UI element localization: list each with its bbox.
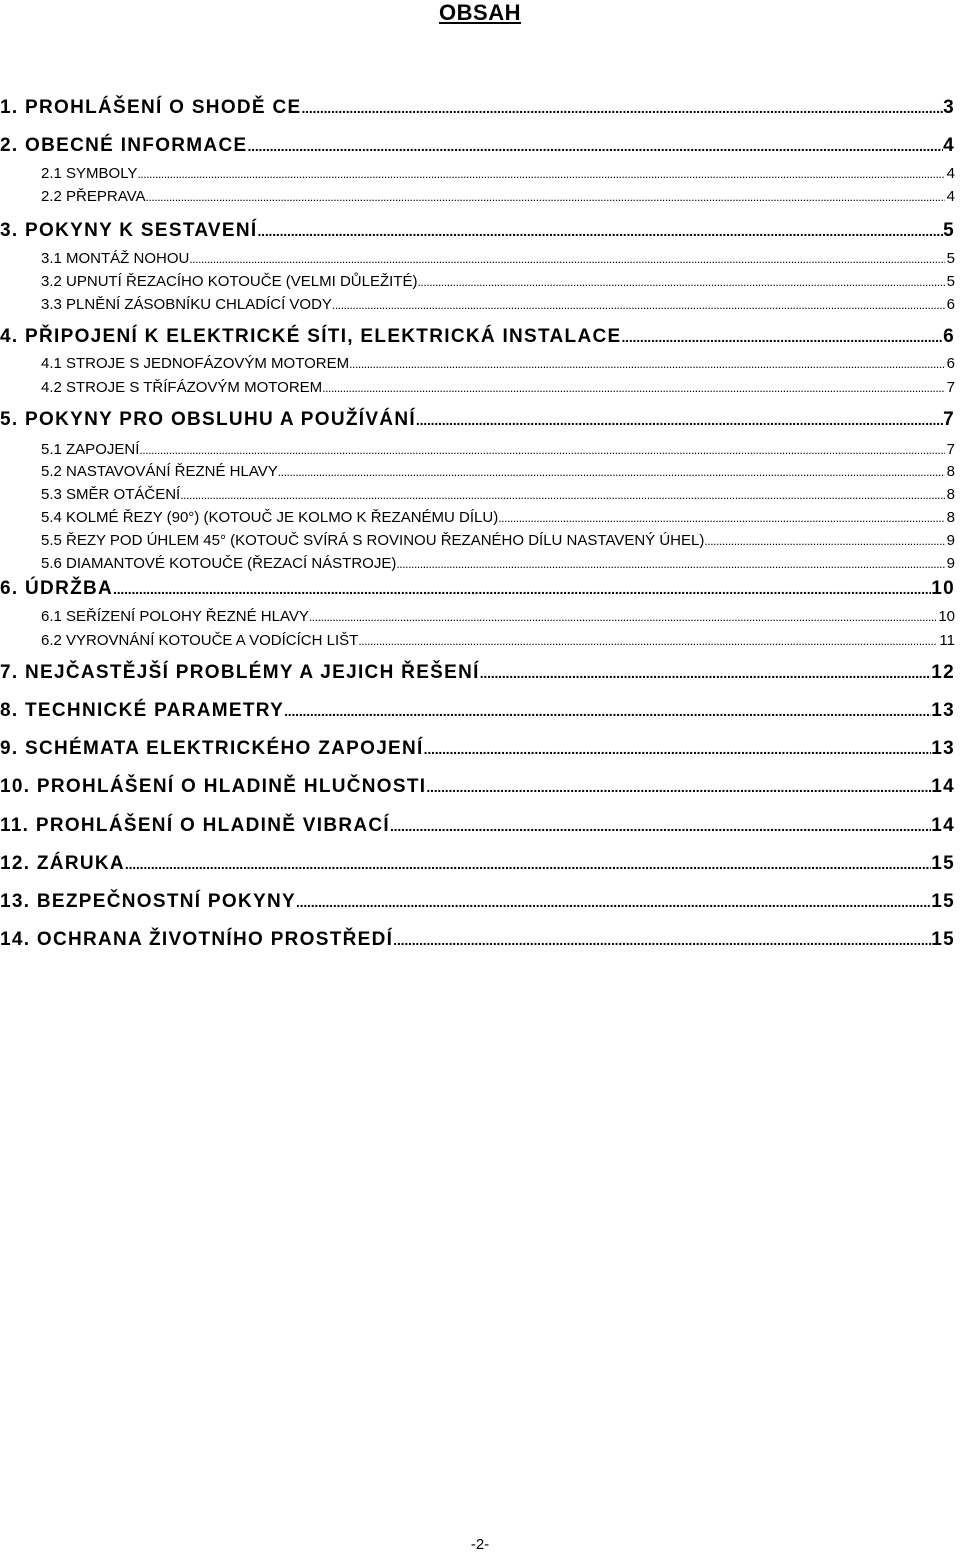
toc-chapter-entry[interactable]: [0, 326, 955, 348]
toc-entry-title: 2.2 PŘEPRAVA: [41, 188, 146, 205]
toc-chapter-entry[interactable]: [0, 220, 955, 242]
toc-dot-leader: [416, 409, 943, 431]
toc-entry-title: 8. TECHNICKÉ PARAMETRY: [0, 700, 285, 721]
toc-section-entry[interactable]: [0, 296, 955, 313]
toc-entry-title: 14. OCHRANA ŽIVOTNÍHO PROSTŘEDÍ: [0, 929, 394, 950]
toc-chapter-entry[interactable]: [0, 700, 955, 722]
toc-entry-title: 10. PROHLÁŠENÍ O HLADINĚ HLUČNOSTI: [0, 776, 427, 797]
toc-entry-page-number: 9: [946, 555, 955, 572]
toc-entry-page-number: 7: [943, 409, 955, 430]
toc-entry-title: 11. PROHLÁŠENÍ O HLADINĚ VIBRACÍ: [0, 815, 390, 836]
toc-chapter-entry[interactable]: [0, 891, 955, 913]
toc-entry-page-number: 11: [939, 632, 955, 649]
toc-entry-title: 3.1 MONTÁŽ NOHOU: [41, 250, 190, 267]
toc-section-entry[interactable]: [0, 250, 955, 267]
toc-dot-leader: [247, 135, 943, 157]
toc-chapter-entry[interactable]: [0, 135, 955, 157]
toc-entry-title: 6.2 VYROVNÁNÍ KOTOUČE A VODÍCÍCH LIŠT: [41, 632, 359, 649]
toc-entry-title: 3.2 UPNUTÍ ŘEZACÍHO KOTOUČE (VELMI DŮLEŽITÉ): [41, 273, 418, 290]
toc-section-entry[interactable]: [0, 165, 955, 182]
toc-entry-title: 6.1 SEŘÍZENÍ POLOHY ŘEZNÉ HLAVY: [41, 608, 309, 625]
toc-entry-title: 5.6 DIAMANTOVÉ KOTOUČE (ŘEZACÍ NÁSTROJE): [41, 555, 397, 572]
toc-entry-page-number: 13: [931, 700, 955, 721]
toc-chapter-entry[interactable]: [0, 776, 955, 798]
toc-entry-page-number: 10: [931, 578, 955, 599]
toc-dot-leader: [426, 776, 931, 798]
toc-dot-leader: [480, 662, 932, 684]
toc-entry-title: 5.4 KOLMÉ ŘEZY (90°) (KOTOUČ JE KOLMO K ŘEZANÉMU DÍLU): [41, 509, 499, 526]
toc-dot-leader: [139, 441, 944, 458]
toc-dot-leader: [393, 929, 931, 951]
toc-entry-page-number: 9: [946, 532, 955, 549]
toc-section-entry[interactable]: [0, 273, 955, 290]
toc-dot-leader: [349, 355, 945, 372]
toc-dot-leader: [417, 273, 944, 290]
toc-entry-page-number: 15: [931, 853, 955, 874]
toc-entry-page-number: 15: [931, 929, 955, 950]
toc-entry-page-number: 6: [943, 326, 955, 347]
toc-dot-leader: [498, 509, 944, 526]
toc-dot-leader: [621, 326, 943, 348]
toc-entry-title: 4.2 STROJE S TŘÍFÁZOVÝM MOTOREM: [41, 379, 323, 396]
toc-dot-leader: [396, 555, 944, 572]
toc-entry-page-number: 5: [946, 250, 955, 267]
toc-section-entry[interactable]: [0, 509, 955, 526]
toc-entry-title: 5.2 NASTAVOVÁNÍ ŘEZNÉ HLAVY: [41, 463, 278, 480]
toc-section-entry[interactable]: [0, 532, 955, 549]
toc-dot-leader: [358, 632, 937, 649]
page-number: -2-: [470, 1536, 490, 1553]
toc-chapter-entry[interactable]: [0, 815, 955, 837]
toc-chapter-entry[interactable]: [0, 409, 955, 431]
toc-section-entry[interactable]: [0, 555, 955, 572]
toc-entry-title: 5.3 SMĚR OTÁČENÍ: [41, 486, 181, 503]
toc-entry-page-number: 4: [943, 135, 955, 156]
toc-entry-title: 3. POKYNY K SESTAVENÍ: [0, 220, 258, 241]
toc-dot-leader: [309, 608, 936, 625]
toc-dot-leader: [301, 97, 943, 119]
toc-entry-title: 5.5 ŘEZY POD ÚHLEM 45° (KOTOUČ SVÍRÁ S ROVINOU ŘEZANÉHO DÍLU NASTAVENÝ ÚHEL): [41, 532, 705, 549]
toc-chapter-entry[interactable]: [0, 738, 955, 760]
toc-chapter-entry[interactable]: [0, 662, 955, 684]
toc-entry-title: 1. PROHLÁŠENÍ O SHODĚ CE: [0, 97, 302, 118]
toc-entry-page-number: 6: [946, 355, 955, 372]
toc-dot-leader: [125, 853, 931, 875]
toc-entry-title: 4. PŘIPOJENÍ K ELEKTRICKÉ SÍTI, ELEKTRICKÁ INSTALACE: [0, 326, 622, 347]
toc-dot-leader: [424, 738, 932, 760]
toc-entry-title: 6. ÚDRŽBA: [0, 578, 114, 599]
toc-chapter-entry[interactable]: [0, 929, 955, 951]
toc-entry-title: 2.1 SYMBOLY: [41, 165, 138, 182]
toc-entry-title: 9. SCHÉMATA ELEKTRICKÉHO ZAPOJENÍ: [0, 738, 424, 759]
toc-entry-title: 3.3 PLNĚNÍ ZÁSOBNÍKU CHLADÍCÍ VODY: [41, 296, 332, 313]
toc-entry-page-number: 4: [946, 165, 955, 182]
toc-entry-page-number: 5: [943, 220, 955, 241]
toc-entry-title: 12. ZÁRUKA: [0, 853, 125, 874]
toc-section-entry[interactable]: [0, 632, 955, 649]
toc-entry-title: 2. OBECNÉ INFORMACE: [0, 135, 248, 156]
toc-entry-page-number: 7: [946, 379, 955, 396]
toc-entry-page-number: 12: [931, 662, 955, 683]
toc-entry-title: 4.1 STROJE S JEDNOFÁZOVÝM MOTOREM: [41, 355, 350, 372]
toc-entry-title: 13. BEZPEČNOSTNÍ POKYNY: [0, 891, 296, 912]
toc-dot-leader: [284, 700, 931, 722]
toc-entry-page-number: 8: [946, 486, 955, 503]
toc-entry-page-number: 13: [931, 738, 955, 759]
toc-dot-leader: [137, 165, 944, 182]
toc-dot-leader: [257, 220, 943, 242]
toc-dot-leader: [390, 815, 931, 837]
toc-dot-leader: [296, 891, 931, 913]
toc-section-entry[interactable]: [0, 608, 955, 625]
toc-entry-title: 7. NEJČASTĚJŠÍ PROBLÉMY A JEJICH ŘEŠENÍ: [0, 662, 480, 683]
toc-entry-page-number: 14: [931, 815, 955, 836]
toc-entry-page-number: 8: [946, 509, 955, 526]
toc-entry-page-number: 8: [946, 463, 955, 480]
toc-section-entry[interactable]: [0, 463, 955, 480]
toc-entry-page-number: 7: [946, 441, 955, 458]
toc-chapter-entry[interactable]: [0, 578, 955, 600]
toc-section-entry[interactable]: [0, 188, 955, 205]
toc-dot-leader: [332, 296, 945, 313]
toc-dot-leader: [704, 532, 944, 549]
toc-chapter-entry[interactable]: [0, 97, 955, 119]
toc-dot-leader: [180, 486, 944, 503]
toc-dot-leader: [322, 379, 945, 396]
toc-chapter-entry[interactable]: [0, 853, 955, 875]
toc-section-entry[interactable]: [0, 355, 955, 372]
toc-section-entry[interactable]: [0, 486, 955, 503]
page-title: OBSAH: [439, 0, 521, 25]
toc-dot-leader: [146, 188, 945, 205]
toc-entry-title: 5.1 ZAPOJENÍ: [41, 441, 140, 458]
toc-entry-page-number: 4: [946, 188, 955, 205]
toc-section-entry[interactable]: [0, 441, 955, 458]
toc-entry-page-number: 6: [946, 296, 955, 313]
toc-entry-page-number: 3: [943, 97, 955, 118]
toc-dot-leader: [189, 250, 944, 267]
toc-entry-page-number: 15: [931, 891, 955, 912]
toc-section-entry[interactable]: [0, 379, 955, 396]
toc-dot-leader: [113, 578, 931, 600]
toc-entry-page-number: 14: [931, 776, 955, 797]
toc-entry-page-number: 5: [946, 273, 955, 290]
toc-entry-page-number: 10: [938, 608, 955, 625]
toc-entry-title: 5. POKYNY PRO OBSLUHU A POUŽÍVÁNÍ: [0, 409, 416, 430]
toc-dot-leader: [278, 463, 945, 480]
